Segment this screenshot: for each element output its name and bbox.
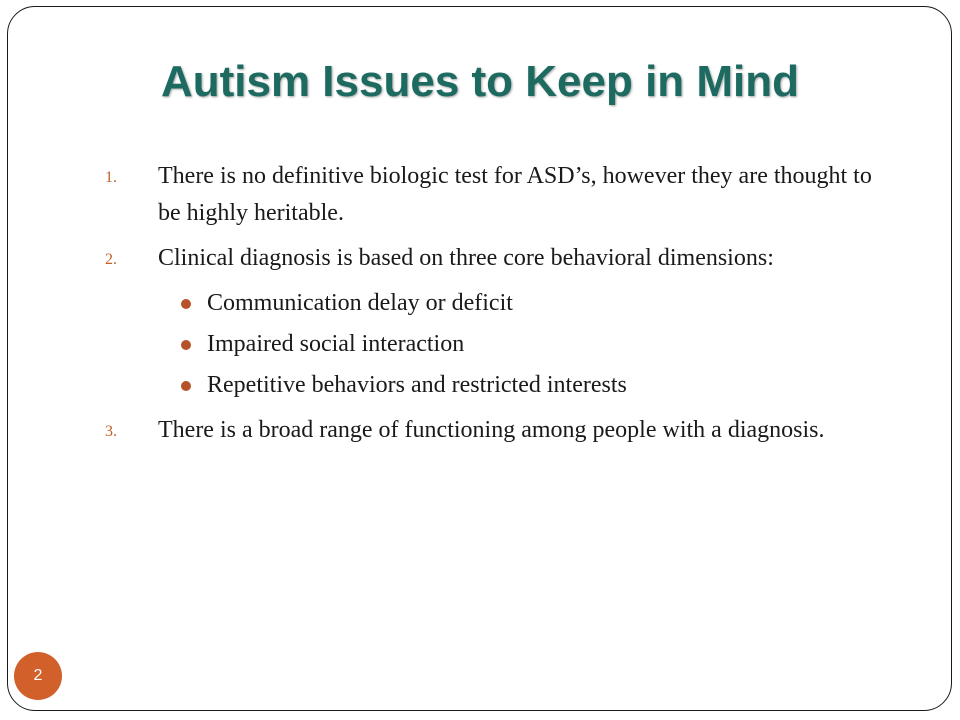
sub-bullet-list xyxy=(105,285,885,404)
sub-bullet-item xyxy=(105,367,885,404)
sub-bullet-text: Communication delay or deficit xyxy=(207,290,513,316)
slide-title: Autism Issues to Keep in Mind xyxy=(160,57,800,106)
bullet-dot-icon xyxy=(181,299,191,309)
sub-bullet-item xyxy=(105,285,885,322)
numbered-item-3 xyxy=(105,412,885,449)
page-number-badge: 2 xyxy=(14,652,62,700)
numbered-item-text: Clinical diagnosis is based on three core behavioral dimensions: xyxy=(158,245,774,271)
numbered-item-1 xyxy=(105,158,885,232)
slide-content xyxy=(105,158,885,457)
number-marker: 1. xyxy=(105,169,117,186)
numbered-item-text: There is no definitive biologic test for ASD’s, however they are thought to be highly heritable. xyxy=(158,163,872,226)
sub-bullet-item xyxy=(105,326,885,363)
sub-bullet-text: Impaired social interaction xyxy=(207,331,465,357)
numbered-item-2 xyxy=(105,240,885,277)
bullet-dot-icon xyxy=(181,340,191,350)
numbered-item-text: There is a broad range of functioning among people with a diagnosis. xyxy=(158,417,825,443)
bullet-dot-icon xyxy=(181,381,191,391)
number-marker: 3. xyxy=(105,423,117,440)
sub-bullet-text: Repetitive behaviors and restricted interests xyxy=(207,372,627,398)
number-marker: 2. xyxy=(105,251,117,268)
